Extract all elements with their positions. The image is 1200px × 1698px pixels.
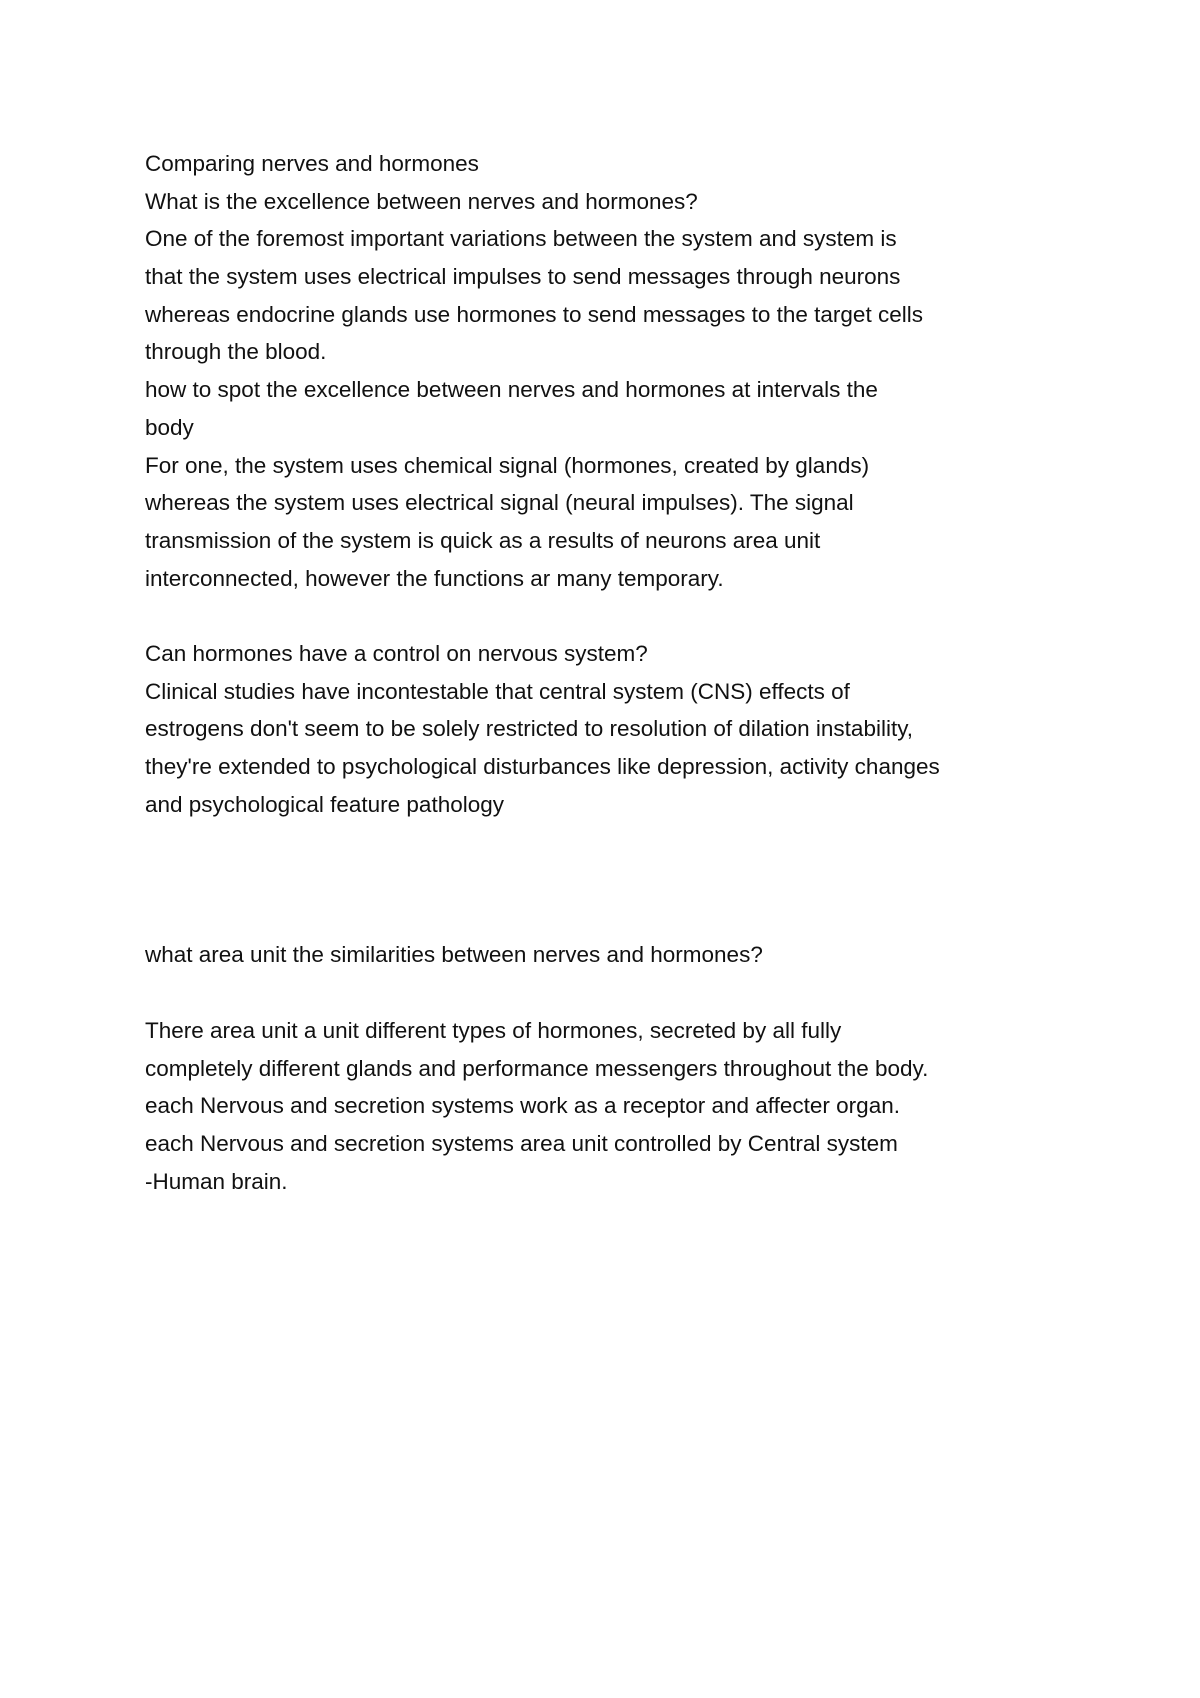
document-body	[145, 145, 1155, 1200]
paragraph-line: There area unit a unit different types of hormones, secreted by all fully	[145, 1017, 842, 1043]
paragraph-line: that the system uses electrical impulses to send messages through neurons	[145, 264, 901, 290]
paragraph-line: whereas the system uses electrical signal (neural impulses). The signal	[145, 490, 854, 516]
paragraph-line: For one, the system uses chemical signal (hormones, created by glands)	[145, 452, 870, 478]
paragraph-line: each Nervous and secretion systems area unit controlled by Central system	[145, 1130, 898, 1156]
subheading-line: how to spot the excellence between nerves and hormones at intervals the	[145, 377, 878, 403]
paragraph-line: One of the foremost important variations between the system and system is	[145, 226, 897, 252]
paragraph-line: estrogens don't seem to be solely restricted to resolution of dilation instability,	[145, 716, 914, 742]
document-title: Comparing nerves and hormones	[145, 151, 479, 176]
blank-line	[145, 974, 1155, 1012]
blank-space	[145, 823, 1155, 936]
paragraph-line: interconnected, however the functions ar many temporary.	[145, 565, 724, 591]
question-heading: Can hormones have a control on nervous system?	[145, 640, 648, 666]
paragraph-line: -Human brain.	[145, 1168, 288, 1194]
paragraph-line: completely different glands and performance messengers throughout the body.	[145, 1055, 929, 1081]
paragraph-line: and psychological feature pathology	[145, 791, 505, 817]
paragraph-line: they're extended to psychological disturbances like depression, activity changes	[145, 754, 940, 779]
paragraph-line: whereas endocrine glands use hormones to send messages to the target cells	[145, 301, 923, 327]
paragraph-line: through the blood.	[145, 339, 327, 365]
paragraph-line: transmission of the system is quick as a results of neurons area unit	[145, 527, 821, 553]
question-heading: what area unit the similarities between nerves and hormones?	[145, 942, 763, 968]
paragraph-line: Clinical studies have incontestable that central system (CNS) effects of	[145, 678, 850, 704]
paragraph-line: each Nervous and secretion systems work as a receptor and affecter organ.	[145, 1093, 900, 1119]
question-heading: What is the excellence between nerves and hormones?	[145, 188, 698, 214]
blank-line	[145, 597, 1155, 635]
subheading-line: body	[145, 414, 194, 440]
